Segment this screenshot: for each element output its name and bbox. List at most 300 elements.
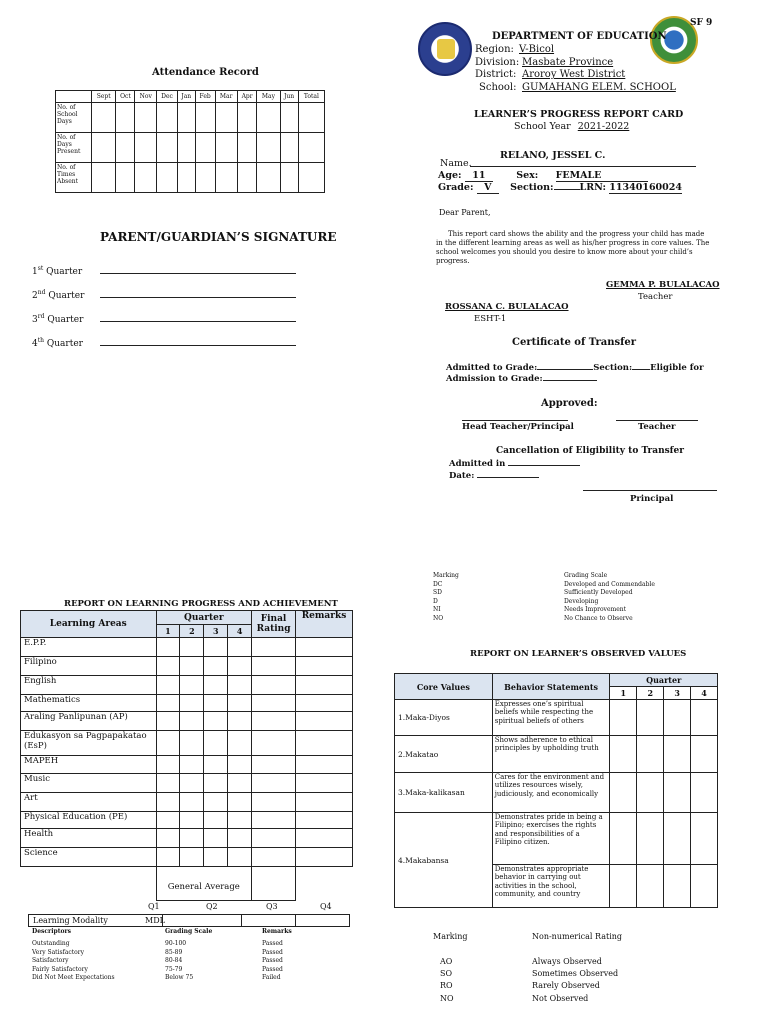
- learning-grade-cell: [204, 812, 228, 829]
- attendance-month-header: Apr: [237, 91, 257, 103]
- learning-grade-cell: [156, 731, 180, 756]
- learning-grade-cell: [252, 756, 296, 774]
- general-average-row: [21, 867, 353, 901]
- school-year-label: School Year: [514, 121, 571, 132]
- learning-grade-cell: [180, 638, 204, 657]
- attendance-cell: [237, 163, 257, 193]
- marking-list: [440, 956, 618, 1005]
- learning-grade-cell: [156, 829, 180, 848]
- learning-row: [21, 731, 353, 756]
- behavior-statement: Expresses one’s spiritual beliefs while respecting the spiritual beliefs of others: [492, 700, 610, 736]
- learning-grade-cell: [180, 812, 204, 829]
- descriptor-row: [32, 966, 332, 975]
- signature-row: [32, 337, 312, 361]
- learning-grade-cell: [228, 712, 252, 731]
- transfer-section-label: Section:: [593, 363, 633, 373]
- attendance-table: [55, 90, 325, 193]
- descriptor-scale: Below 75: [165, 974, 194, 982]
- values-rating-cell: [664, 773, 691, 813]
- learning-grade-cell: [296, 657, 353, 676]
- learning-grade-cell: [252, 829, 296, 848]
- descriptor-name: Outstanding: [32, 940, 70, 947]
- grading-scale-row: [433, 606, 655, 615]
- signature-quarter-sup: rd: [37, 313, 45, 320]
- attendance-cell: [215, 103, 237, 133]
- signature-list: [32, 265, 312, 361]
- learning-subject: Araling Panlipunan (AP): [21, 712, 157, 731]
- descriptor-scale: 90-100: [165, 940, 187, 947]
- attendance-cell: [157, 133, 178, 163]
- values-rating-cell: [637, 813, 664, 865]
- modality-label: Learning Modality: [33, 916, 108, 925]
- attendance-cell: [135, 103, 157, 133]
- learning-grade-cell: [296, 829, 353, 848]
- values-rating-cell: [610, 736, 637, 773]
- values-quarter-header: 3: [664, 687, 691, 700]
- values-rating-cell: [610, 773, 637, 813]
- attendance-month-header: Mar: [215, 91, 237, 103]
- attendance-cell: [195, 163, 215, 193]
- descriptor-name: Fairly Satisfactory: [32, 965, 88, 973]
- signature-line: [100, 297, 296, 298]
- attendance-month-header: Nov: [135, 91, 157, 103]
- learning-grade-cell: [180, 695, 204, 712]
- attendance-cell: [237, 133, 257, 163]
- learning-subject: MAPEH: [21, 756, 157, 774]
- admitted-in-label: Admitted in: [449, 459, 506, 469]
- learning-grade-cell: [296, 812, 353, 829]
- learning-grade-cell: [180, 774, 204, 793]
- grading-desc: Developed and Commendable: [564, 580, 655, 588]
- learning-grade-cell: [156, 676, 180, 695]
- learning-grade-cell: [252, 848, 296, 867]
- attendance-month-header: Jan: [177, 91, 195, 103]
- eligible-label: Eligible for: [650, 363, 704, 373]
- grading-code: DC: [433, 580, 443, 588]
- attendance-cell: [157, 163, 178, 193]
- core-value: 2.Makatao: [395, 736, 493, 773]
- descriptor-row: [32, 974, 332, 983]
- learning-subject: Music: [21, 774, 157, 793]
- name-line: [470, 166, 696, 167]
- learning-grade-cell: [228, 812, 252, 829]
- attendance-cell: [135, 133, 157, 163]
- learning-grade-cell: [156, 695, 180, 712]
- learning-row: [21, 848, 353, 867]
- learning-subject: Art: [21, 793, 157, 812]
- attendance-row: [56, 163, 325, 193]
- learning-subject: Physical Education (PE): [21, 812, 157, 829]
- quarter-label: Q1: [148, 902, 160, 911]
- learning-grade-cell: [252, 638, 296, 657]
- learning-grade-cell: [204, 848, 228, 867]
- marking-desc: Sometimes Observed: [532, 969, 619, 979]
- admitted-grade-line: [537, 369, 593, 370]
- lrn-label: LRN:: [579, 182, 606, 193]
- attendance-row: [56, 133, 325, 163]
- attendance-row-label: No. of Times Absent: [56, 163, 92, 193]
- descriptor-name: Did Not Meet Expectations: [32, 974, 115, 982]
- sex-label: Sex:: [516, 170, 539, 181]
- values-rating-cell: [664, 736, 691, 773]
- learning-title: REPORT ON LEARNING PROGRESS AND ACHIEVEMENT: [64, 599, 338, 609]
- learning-grade-cell: [156, 793, 180, 812]
- grade-label: Grade:: [438, 182, 474, 193]
- core-value: 3.Maka-kalikasan: [395, 773, 493, 813]
- learning-row: [21, 793, 353, 812]
- learning-grade-cell: [204, 756, 228, 774]
- region-label: Region:: [475, 44, 514, 55]
- principal-line: [583, 490, 717, 491]
- grading-desc: Developing: [564, 597, 599, 605]
- core-value: 1.Maka-Diyos: [395, 700, 493, 736]
- learning-grade-cell: [180, 829, 204, 848]
- descriptor-table: [32, 928, 332, 983]
- values-row: [395, 813, 718, 865]
- marking-row: [440, 980, 618, 992]
- learning-row: [21, 829, 353, 848]
- learning-grade-cell: [296, 756, 353, 774]
- marking-code: SO: [440, 969, 453, 979]
- learning-subject: Health: [21, 829, 157, 848]
- age-label: Age:: [438, 170, 462, 181]
- rating-header: Non-numerical Rating: [532, 932, 623, 941]
- attendance-row-label: No. of Days Present: [56, 133, 92, 163]
- dept-title: DEPARTMENT OF EDUCATION: [492, 31, 667, 42]
- learning-grade-cell: [228, 657, 252, 676]
- descriptor-remark: Passed: [262, 965, 283, 973]
- quarter-label: Q4: [320, 902, 332, 911]
- attendance-cell: [257, 103, 280, 133]
- descriptor-remark: Failed: [262, 974, 281, 982]
- grading-marking-h: Marking: [433, 572, 459, 579]
- attendance-cell: [257, 133, 280, 163]
- date-line: [477, 477, 539, 478]
- principal-label: Principal: [630, 494, 674, 504]
- learning-grade-cell: [228, 676, 252, 695]
- modality-sep-2: [241, 915, 242, 926]
- learning-grade-cell: [156, 774, 180, 793]
- col-behavior: Behavior Statements: [492, 674, 610, 700]
- section-label: Section:: [510, 182, 554, 193]
- values-rating-cell: [691, 865, 718, 908]
- cancel-fields: [449, 458, 580, 482]
- signature-quarter-label: 1st Quarter: [32, 265, 83, 277]
- school-label: School:: [479, 81, 517, 93]
- learning-grade-cell: [296, 676, 353, 695]
- district-value: Aroroy West District: [522, 69, 626, 81]
- attendance-cell: [280, 103, 298, 133]
- head-sign-line: [462, 420, 568, 421]
- dear-parent: Dear Parent,: [439, 208, 491, 217]
- learning-subject: E.P.P.: [21, 638, 157, 657]
- descriptor-scale: 85-89: [165, 948, 183, 956]
- transfer-section-line: [632, 369, 650, 370]
- learning-grade-cell: [228, 848, 252, 867]
- cancel-title: Cancellation of Eligibility to Transfer: [496, 446, 685, 456]
- descriptor-remark: Passed: [262, 940, 283, 947]
- attendance-month-header: Oct: [116, 91, 135, 103]
- learning-grade-cell: [204, 774, 228, 793]
- learning-grade-cell: [228, 756, 252, 774]
- values-rating-cell: [637, 773, 664, 813]
- learning-row: [21, 756, 353, 774]
- learning-grade-cell: [204, 793, 228, 812]
- values-rating-cell: [664, 813, 691, 865]
- values-rating-cell: [664, 865, 691, 908]
- descriptor-remark: Passed: [262, 957, 283, 965]
- descriptor-h: Descriptors: [32, 928, 71, 935]
- signature-quarter-sup: th: [37, 337, 45, 344]
- transfer-teacher-label: Teacher: [638, 422, 676, 432]
- values-rating-cell: [637, 865, 664, 908]
- learning-grade-cell: [180, 793, 204, 812]
- learning-grade-cell: [204, 829, 228, 848]
- learning-grade-cell: [156, 657, 180, 676]
- grading-desc: Sufficiently Developed: [564, 589, 633, 597]
- core-value: 4.Makabansa: [395, 813, 493, 908]
- modality-value: MDL: [145, 916, 165, 925]
- values-title: REPORT ON LEARNER’S OBSERVED VALUES: [470, 649, 687, 659]
- admission-line: [543, 380, 597, 381]
- attendance-cell: [92, 133, 116, 163]
- learning-grade-cell: [156, 812, 180, 829]
- learning-subject: Mathematics: [21, 695, 157, 712]
- learning-row: [21, 774, 353, 793]
- learning-grade-cell: [296, 695, 353, 712]
- signature-quarter-label: 3rd Quarter: [32, 313, 84, 325]
- learning-grade-cell: [180, 756, 204, 774]
- learning-row: [21, 676, 353, 695]
- values-rating-cell: [637, 736, 664, 773]
- lrn-value: 11340160024: [609, 182, 682, 193]
- marking-code: NO: [440, 993, 454, 1003]
- letter-text: This report card shows the ability and the progress your child has made in the different learning areas as well as his/her progress in core values. The school welcomes you should you desire to know more about your child’s progress.: [436, 230, 710, 265]
- learning-row: [21, 657, 353, 676]
- head-name: ROSSANA C. BULALACAO: [445, 302, 569, 312]
- attendance-month-header: Total: [298, 91, 324, 103]
- learning-quarter-header: 3: [204, 625, 228, 638]
- signature-line: [100, 273, 296, 274]
- transfer-admitted: [446, 363, 704, 385]
- learning-grade-cell: [204, 676, 228, 695]
- marking-desc: Rarely Observed: [532, 981, 600, 991]
- teacher-sign-line: [616, 420, 698, 421]
- descriptor-name: Very Satisfactory: [32, 948, 85, 956]
- remarks-h: Remarks: [262, 928, 292, 935]
- general-average-final: [252, 867, 296, 901]
- learning-grade-cell: [296, 712, 353, 731]
- descriptor-header: [32, 928, 332, 940]
- col-values-quarter: Quarter: [610, 674, 718, 687]
- approved-label: Approved:: [541, 398, 598, 409]
- transfer-title: Certificate of Transfer: [512, 337, 637, 348]
- learning-subject: English: [21, 676, 157, 695]
- signature-line: [100, 345, 296, 346]
- attendance-month-header: Jun: [280, 91, 298, 103]
- values-rating-cell: [637, 700, 664, 736]
- learning-row: [21, 812, 353, 829]
- values-table: [394, 673, 718, 908]
- learning-grade-cell: [252, 676, 296, 695]
- modality-sep-1: [162, 915, 163, 926]
- head-title: ESHT-1: [474, 314, 507, 324]
- learning-grade-cell: [228, 793, 252, 812]
- marking-row: [440, 968, 618, 980]
- values-rating-cell: [610, 813, 637, 865]
- learning-subject: Filipino: [21, 657, 157, 676]
- learning-quarter-header: 1: [156, 625, 180, 638]
- attendance-cell: [157, 103, 178, 133]
- signature-quarter-label: 4th Quarter: [32, 337, 83, 349]
- descriptor-scale: 80-84: [165, 957, 183, 965]
- learning-grade-cell: [180, 657, 204, 676]
- name-label: Name.: [440, 158, 472, 169]
- signature-quarter-sup: nd: [37, 289, 46, 296]
- admission-label: Admission to Grade:: [446, 374, 543, 384]
- general-average-remarks: [296, 867, 353, 901]
- learning-grade-cell: [228, 774, 252, 793]
- attendance-cell: [177, 133, 195, 163]
- report-card-title: LEARNER’S PROGRESS REPORT CARD: [474, 109, 684, 120]
- marking-desc: Always Observed: [532, 957, 602, 966]
- marking-code: RO: [440, 981, 453, 991]
- district-label: District:: [475, 69, 517, 81]
- modality-sep-3: [295, 915, 296, 926]
- age-sex-row: [438, 170, 648, 182]
- values-rating-cell: [664, 700, 691, 736]
- division-label: Division:: [475, 56, 520, 68]
- age-value: 11: [465, 170, 493, 182]
- school-info: [475, 44, 676, 94]
- grading-scale-row: [433, 598, 655, 607]
- attendance-cell: [116, 163, 135, 193]
- learning-grade-cell: [180, 712, 204, 731]
- learning-grade-cell: [296, 774, 353, 793]
- attendance-cell: [195, 103, 215, 133]
- descriptor-row: [32, 949, 332, 958]
- learning-subject: Science: [21, 848, 157, 867]
- attendance-cell: [298, 133, 324, 163]
- signature-quarter-label: 2nd Quarter: [32, 289, 85, 301]
- values-quarter-header: 1: [610, 687, 637, 700]
- learning-table: [20, 610, 353, 901]
- sex-value: FEMALE: [556, 170, 648, 182]
- attendance-cell: [177, 103, 195, 133]
- grading-code: D: [433, 597, 438, 605]
- learning-grade-cell: [228, 829, 252, 848]
- general-average-label: General Average: [156, 867, 252, 901]
- attendance-cell: [280, 133, 298, 163]
- attendance-row-label: No. of School Days: [56, 103, 92, 133]
- attendance-cell: [92, 163, 116, 193]
- learning-grade-cell: [252, 774, 296, 793]
- marking-code: AO: [440, 957, 453, 966]
- learner-name: RELANO, JESSEL C.: [500, 150, 606, 161]
- signature-row: [32, 289, 312, 313]
- school-year-value: 2021-2022: [577, 121, 630, 132]
- grade-row: [438, 182, 682, 194]
- grading-code: NI: [433, 606, 441, 614]
- values-row: [395, 736, 718, 773]
- marking-row: [440, 993, 618, 1005]
- col-remarks: Remarks: [296, 611, 353, 638]
- behavior-statement: Cares for the environment and utilizes resources wisely, judiciously, and economically: [492, 773, 610, 813]
- attendance-cell: [237, 103, 257, 133]
- attendance-cell: [116, 103, 135, 133]
- general-average-blank: [21, 867, 157, 901]
- grading-desc: No Chance to Observe: [564, 614, 633, 622]
- learning-grade-cell: [204, 657, 228, 676]
- quarter-label: Q2: [206, 902, 218, 911]
- learning-grade-cell: [252, 731, 296, 756]
- attendance-cell: [177, 163, 195, 193]
- learning-grade-cell: [228, 731, 252, 756]
- teacher-name: GEMMA P. BULALACAO: [606, 280, 720, 290]
- signature-title: PARENT/GUARDIAN’S SIGNATURE: [100, 230, 337, 244]
- attendance-month-header: Dec: [157, 91, 178, 103]
- col-final-rating: Final Rating: [252, 611, 296, 638]
- learning-grade-cell: [228, 638, 252, 657]
- learning-grade-cell: [252, 657, 296, 676]
- learning-quarter-header: 2: [180, 625, 204, 638]
- descriptor-row: [32, 940, 332, 949]
- learning-grade-cell: [204, 712, 228, 731]
- signature-quarter-sup: st: [37, 265, 44, 272]
- school-year: [514, 121, 633, 132]
- grading-scale-row: [433, 615, 655, 624]
- learning-row: [21, 638, 353, 657]
- attendance-cell: [298, 163, 324, 193]
- attendance-cell: [215, 163, 237, 193]
- learning-grade-cell: [204, 695, 228, 712]
- learning-grade-cell: [156, 638, 180, 657]
- form-code: SF 9: [690, 18, 713, 28]
- learning-grade-cell: [204, 638, 228, 657]
- behavior-statement: Shows adherence to ethical principles by upholding truth: [492, 736, 610, 773]
- learning-quarter-header: 4: [228, 625, 252, 638]
- values-rating-cell: [691, 736, 718, 773]
- attendance-cell: [135, 163, 157, 193]
- attendance-title: Attendance Record: [152, 67, 259, 78]
- signature-row: [32, 313, 312, 337]
- deped-seal-logo: [418, 22, 472, 76]
- attendance-cell: [92, 103, 116, 133]
- learning-grade-cell: [180, 731, 204, 756]
- marking-desc: Not Observed: [532, 993, 589, 1003]
- school-value: GUMAHANG ELEM. SCHOOL: [522, 81, 676, 93]
- learning-grade-cell: [156, 848, 180, 867]
- learning-grade-cell: [156, 756, 180, 774]
- learning-grade-cell: [180, 848, 204, 867]
- values-row: [395, 773, 718, 813]
- grading-desc: Needs Improvement: [564, 606, 627, 614]
- signature-line: [100, 321, 296, 322]
- scale-h: Grading Scale: [165, 928, 213, 935]
- attendance-month-header: May: [257, 91, 280, 103]
- attendance-cell: [215, 133, 237, 163]
- attendance-corner: [56, 91, 92, 103]
- learning-grade-cell: [180, 676, 204, 695]
- behavior-statement: Demonstrates pride in being a Filipino; exercises the rights and responsibilities of a Filipino citizen.: [492, 813, 610, 865]
- learning-grade-cell: [156, 712, 180, 731]
- learning-grade-cell: [296, 793, 353, 812]
- section-line: [554, 189, 580, 190]
- learning-row: [21, 695, 353, 712]
- marking-header: Marking: [433, 932, 468, 941]
- values-quarter-header: 4: [691, 687, 718, 700]
- col-quarter: Quarter: [156, 611, 252, 625]
